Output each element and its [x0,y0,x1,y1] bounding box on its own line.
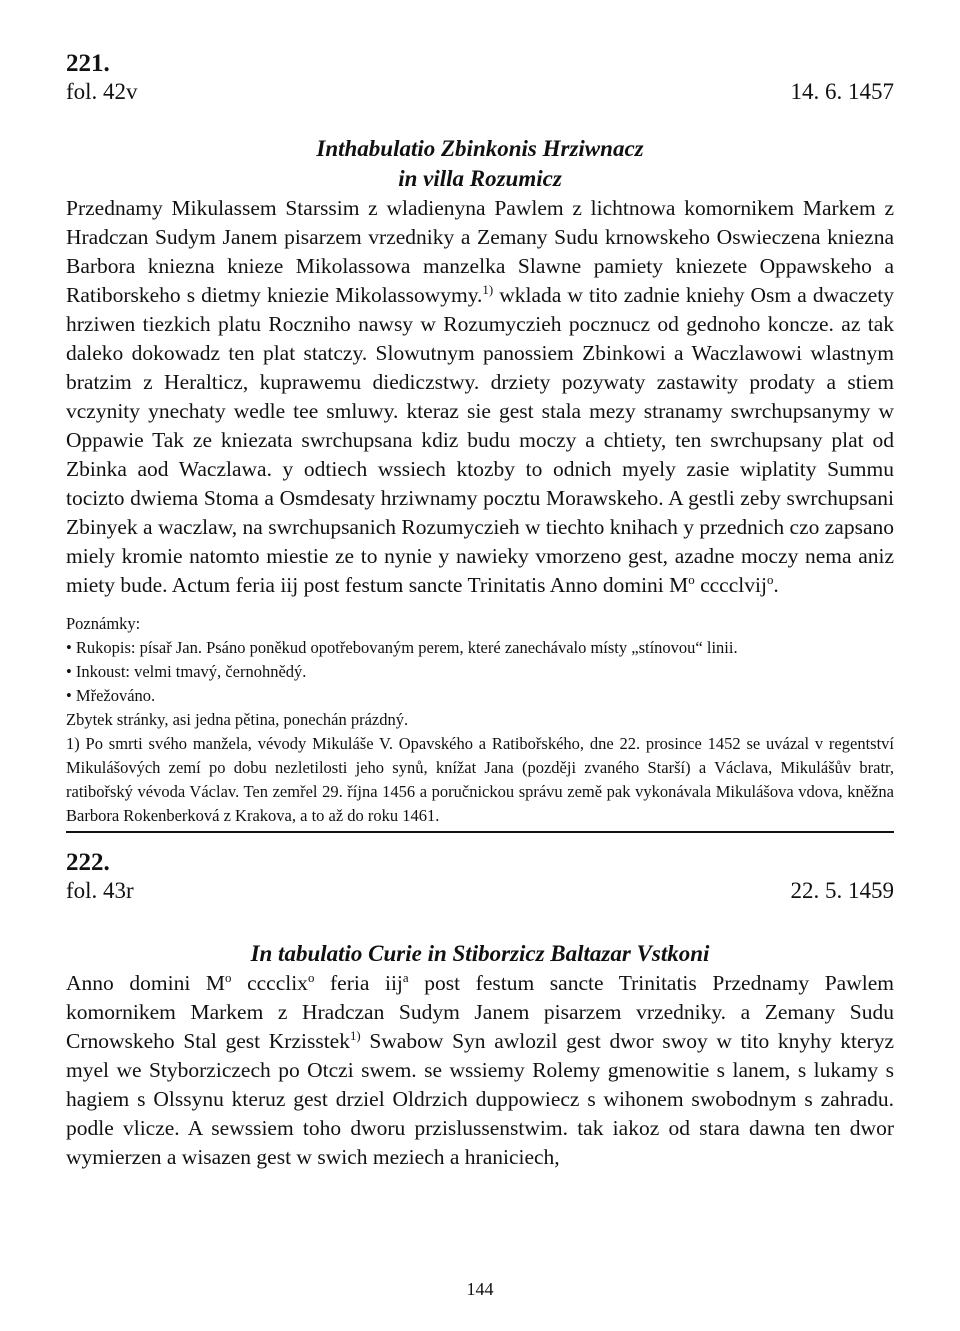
note-item: • Inkoust: velmi tmavý, černohnědý. [66,662,307,681]
entry-body [66,969,894,1172]
page-number: 144 [466,1279,494,1299]
body-text-part: cccclvij [694,573,767,597]
entry-meta [66,877,894,905]
body-text-part: Swabow Syn awlozil gest dwor swoy w tito knyhy kteryz myel we Styborziczech po Otczi swem. se wssiemy Rolemy gmenowitie s lanem, s lukamy s hagiem s Olssynu kteruz gest drziel Oldrzich duppowiecz s wihonem swobodnym s zahradu. podle vlicze. A sewssiem toho dworu przislussenstwim. tak iakoz od stara dawna ten dwor wymierzen a wisazen gest w swich meziech a hraniciech, [66,1029,895,1169]
entry-title-line-1: Inthabulatio Zbinkonis Hrziwnacz [316,136,644,161]
footnote: 1) Po smrti svého manžela, vévody Mikuláše V. Opavského a Ratibořského, dne 22. prosince 1452 se uvázal v regentství Mikulášových zemí po dobu nezletilosti jeho synů, knížat Jana (později zvaného Starší) a Václava, Mikulášův bratr, ratibořský vévoda Václav. Ten zemřel 29. října 1456 a poručnickou správu země pak vykonávala Mikulášova vdova, kněžna Barbora Rokenberková z Krakova, a to až do roku 1461. [66,734,894,825]
notes-block [66,612,894,828]
folio-label: fol. 43r [66,878,134,903]
note-extra: Zbytek stránky, asi jedna pětina, ponechán prázdný. [66,710,409,729]
superscript: o [766,572,774,587]
body-text-part: feria iij [314,971,403,995]
entry-title-line-2: in villa Rozumicz [398,166,562,191]
note-item: • Mřežováno. [66,686,156,705]
footnote-reference: 1) [349,1028,361,1043]
document-page [66,50,894,1172]
entry-222 [66,849,894,1172]
body-text-part: Anno domini M [66,971,226,995]
entry-meta [66,78,894,106]
superscript: o [307,970,315,985]
footnote-reference: 1) [482,282,494,297]
notes-heading: Poznámky: [66,614,141,633]
body-text-part: cccclix [231,971,308,995]
superscript: o [225,970,232,985]
note-item: • Rukopis: písař Jan. Psáno poněkud opotřebovaným perem, které zanechávalo místy „stínovou“ linii. [66,638,738,657]
entry-title: In tabulatio Curie in Stiborzicz Baltazar Vstkoni [250,941,710,966]
entry-date: 22. 5. 1459 [790,878,894,903]
entry-221 [66,50,894,833]
body-text-part: . [773,573,779,597]
superscript: o [688,572,695,587]
entry-number: 221. [66,50,110,77]
entry-number: 222. [66,849,110,876]
body-text-part: wklada w tito zadnie kniehy Osm a dwaczety hrziwen tiezkich platu Roczniho nawsy w Rozumyczieh pocznucz od gednoho koncze. az tak daleko dokowadz ten plat statczy. Slowutnym panossiem Zbinkowi a Waczlawowi wlastnym bratzim z Heralticz, kuprawemu diediczstwy. drziety pozywaty zastawity prodaty a stiem vczynity ynechaty wedle tee smluwy. kteraz sie gest stala mezy stranamy swrchupsanymy w Oppawie Tak ze kniezata swrchupsana kdiz budu moczy a chtiety, ten swrchupsany plat od Zbinka aod Waczlawa. y odtiech wssiech ktozby to odnich myely zasie wiplatity Summu tocizto dwiema Stoma a Osmdesaty hrziwnamy pocztu Morawskeho. A gestli zeby swrchupsani Zbinyek a waczlaw, na swrchupsanich Rozumyczieh w tiechto knihach y przednich czo zapsano miely kromie natomto miestie ze to nynie y nawieky vmorzeno gest, azadne moczy nema aniz miety bude. Actum feria iij post festum sancte Trinitatis Anno domini M [66,283,894,597]
entry-body [66,194,894,600]
body-text-part: Przednamy Mikulassem Starssim z wladienyna Pawlem z lichtnowa komornikem Markem z Hradczan Sudym Janem pisarzem vrzedniky a Zemany Sudu krnowskeho Oswieczena kniezna Barbora kniezna knieze Mikolassowa manzelka Slawne pamiety kniezete Oppawskeho a Ratiborskeho s dietmy kniezie Mikolassowymy. [66,196,894,307]
entry-date: 14. 6. 1457 [790,79,894,104]
body-text-part: post festum sancte Trinitatis Przednamy Pawlem komornikem Markem z Hradczan Sudym Janem pisarzem vrzedniky. a Zemany Sudu Crnowskeho Stal gest Krzisstek [66,971,894,1053]
superscript: a [402,970,409,985]
folio-label: fol. 42v [66,79,138,104]
